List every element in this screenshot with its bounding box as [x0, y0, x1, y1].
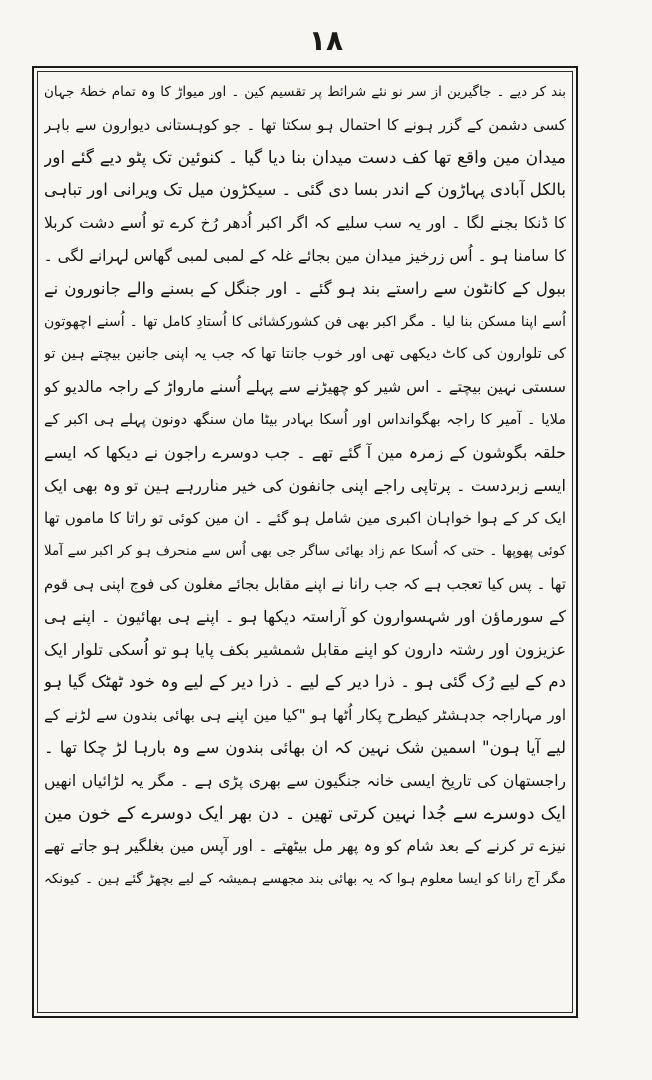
text-line: راجستھان کی تاریخ ایسی خانہ جنگیون سے بھری پڑی ہے ۔ مگر یہ لڑائیاں انھیں — [44, 771, 566, 790]
text-line: ایک کر کے ہوا خواہان اکبری مین شامل ہو گئے ۔ ان مین کوئی تو راتا کا ماموں تھا — [44, 509, 566, 528]
text-line: بند کر دیے ۔ جاگیرین از سر نو نئے شرائط پر تقسیم کین ۔ اور میواڑ کا وہ تمام خطۂ جہان — [44, 84, 566, 100]
text-line: کا سامنا ہو ۔ اُس زرخیز میدان مین بجائے غلہ کے لمبی لمبی گھاس لہرانے لگی ۔ — [44, 246, 566, 265]
text-line: کوئی پھوپھا ۔ حتی کہ اُسکا عم زاد بھائی ساگر جی بھی اُس سے منحرف ہو کر اکبر سے آملا — [44, 543, 566, 560]
text-line: ملایا ۔ آمیر کا راجہ بھگوانداس اور اُسکا بہادر بیٹا مان سنگھ دونون پہلے ہی اکبر کے — [44, 411, 566, 428]
text-line: عزیزون اور رشتہ دارون کو اپنے مقابل شمشیر بکف پایا ہو تو اُسکی تلوار ایک — [44, 639, 566, 659]
text-line: حلقہ بگوشون کے زمرہ مین آ گئے تھے ۔ جب دوسرے راجون نے دیکھا کہ ایسے — [44, 442, 566, 462]
page-number: ۱۸ — [308, 24, 344, 57]
text-line: ایک دوسرے سے جُدا نہین کرتی تھین ۔ دن بھر ایک دوسرے کے خون مین — [44, 803, 566, 824]
text-line: کی تلوارون کی کاٹ دیکھی تھی اور خوب جانتا تھا کہ جب یہ اپنی جانین بیچتے ہین تو — [44, 346, 566, 363]
text-line: ببول کے کانٹون سے راستے بند ہو گئے ۔ اور جنگل کے بسنے والے جانورون نے — [44, 278, 566, 298]
text-line: مگر آج رانا کو ایسا معلوم ہوا کہ یہ بھائی بند مجھسے ہمیشہ کے لیے بچھڑ گئے ہین ۔ کیونکہ — [44, 871, 566, 888]
text-line: اُسے اپنا مسکن بنا لیا ۔ مگر اکبر بھی فن کشورکشائی کا اُستادِ کامل تھا ۔ اُسنے اچھوتون — [44, 313, 566, 330]
text-line: کے سورماؤن اور شہسوارون کو آراستہ دیکھا ہو ۔ اپنے ہی بھائیون ۔ اپنے ہی — [44, 606, 566, 626]
text-line: بالکل آبادی پہاڑون کے اندر بسا دی گئی ۔ سیکڑون میل تک ویرانی اور تباہی — [44, 180, 566, 200]
text-line: میدان مین واقع تھا کف دست میدان بنا دیا گیا ۔ کنوئین تک پٹو دیے گئے اور — [44, 147, 566, 168]
text-line: لیے آیا ہون" اسمین شک نہین کہ ان بھائی بندون سے وہ بارہا لڑ چکا تھا ۔ — [44, 737, 566, 757]
text-line: کا ڈنکا بجنے لگا ۔ اور یہ سب سلیے کہ اگر اکبر اُدھر رُخ کرے تو اُسے دشت کربلا — [44, 214, 566, 233]
body-text — [44, 76, 566, 1010]
text-line: تھا ۔ پس کیا تعجب ہے کہ جب رانا نے اپنے مقابل بجائے مغلون کی فوج اپنی ہی قوم — [44, 574, 566, 593]
text-line: دم کے لیے رُک گئی ہو ۔ ذرا دیر کے لیے ۔ ذرا دیر کے لیے وہ خود ٹھٹک گیا ہو — [44, 672, 566, 692]
text-line: نیزے تر کرنے کے بعد شام کو وہ پھر مل بیٹھتے ۔ اور آپس مین بغلگیر ہو جاتے تھے — [44, 837, 566, 856]
text-line: ایسے زبردست ۔ پرتاپی راجے اپنی جانفون کی خیر مناررہے ہین تو وہ بھی ایک — [44, 475, 566, 495]
text-line: سستی نہین بیچتے ۔ اس شیر کو چھیڑنے سے پہلے اُسنے مارواڑ کے راجہ مالدیو کو — [44, 378, 566, 397]
text-line: اور مہاراجہ جدہشٹر کیطرح پکار اُٹھا ہو "کیا مین اپنے ہی بھائی بندون سے لڑنے کے — [44, 706, 566, 725]
text-line: کسی دشمن کے گزر ہونے کا احتمال ہو سکتا تھا ۔ جو کوہستانی دیوارون سے باہر — [44, 115, 566, 134]
